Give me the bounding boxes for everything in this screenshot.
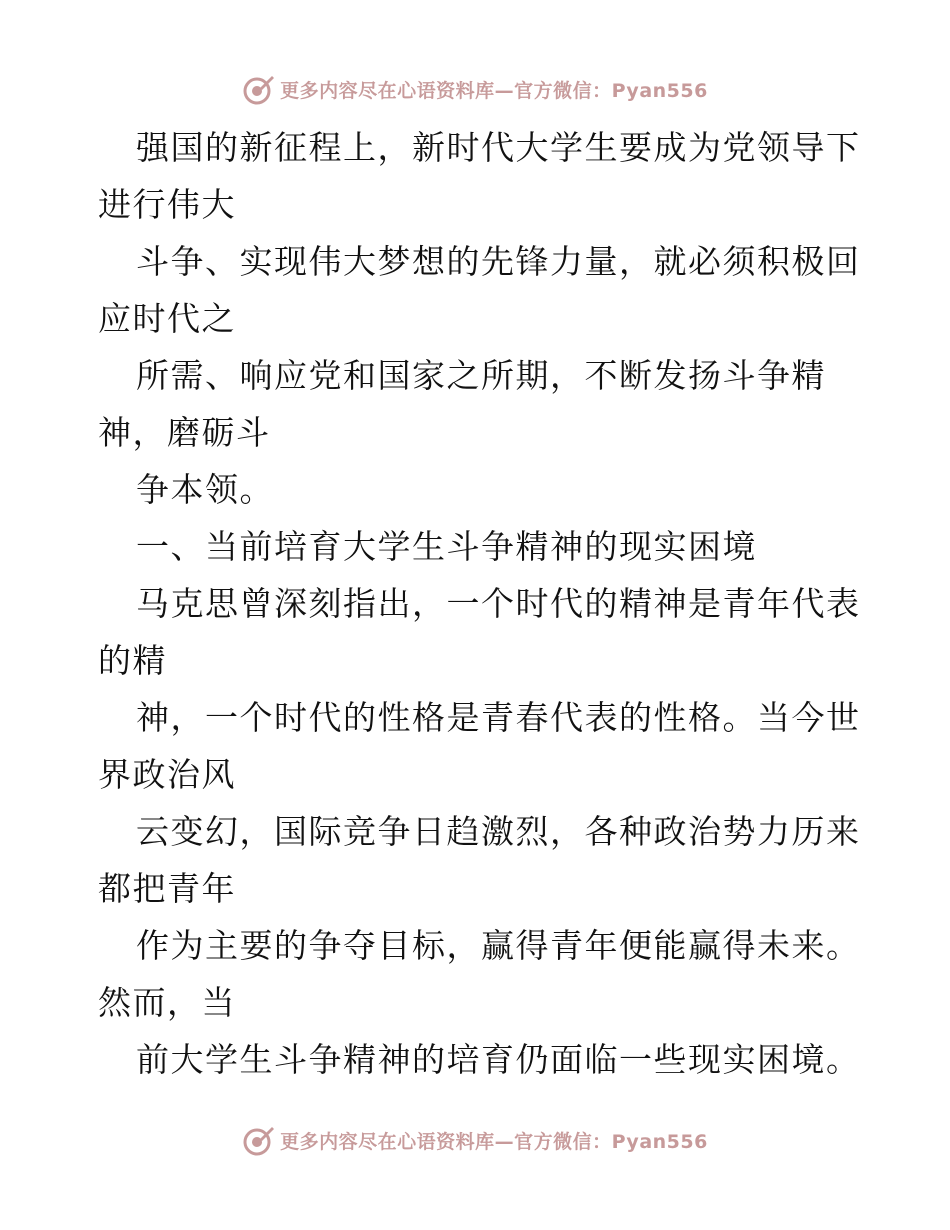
text-line: 强国的新征程上，新时代大学生要成为党领导下 bbox=[136, 128, 861, 167]
pen-seal-icon bbox=[242, 72, 276, 106]
text-line: 马克思曾深刻指出，一个时代的精神是青年代表 bbox=[136, 584, 861, 623]
footer-watermark-text: 更多内容尽在心语资料库—官方微信：Pyan556 bbox=[280, 1130, 708, 1153]
text-line: 神，磨砺斗 bbox=[98, 413, 271, 452]
pen-seal-icon bbox=[242, 1123, 276, 1157]
text-line: 作为主要的争夺目标，赢得青年便能赢得未来。 bbox=[136, 926, 861, 965]
text-line: 斗争、实现伟大梦想的先锋力量，就必须积极回 bbox=[136, 242, 861, 281]
text-line: 都把青年 bbox=[98, 869, 236, 908]
text-line: 争本领。 bbox=[136, 470, 274, 509]
text-line: 所需、响应党和国家之所期，不断发扬斗争精 bbox=[136, 356, 826, 395]
section-heading: 一、当前培育大学生斗争精神的现实困境 bbox=[136, 527, 757, 566]
text-line: 神，一个时代的性格是青春代表的性格。当今世 bbox=[136, 698, 861, 737]
text-line: 然而，当 bbox=[98, 983, 236, 1022]
text-line: 应时代之 bbox=[98, 299, 236, 338]
header-watermark-text: 更多内容尽在心语资料库—官方微信：Pyan556 bbox=[280, 79, 708, 102]
text-line: 的精 bbox=[98, 641, 167, 680]
footer-watermark bbox=[0, 1123, 950, 1157]
text-line: 前大学生斗争精神的培育仍面临一些现实困境。 bbox=[136, 1040, 861, 1079]
text-line: 进行伟大 bbox=[98, 185, 236, 224]
header-watermark bbox=[0, 72, 950, 106]
document-body bbox=[98, 119, 861, 1088]
text-line: 云变幻，国际竞争日趋激烈，各种政治势力历来 bbox=[136, 812, 861, 851]
text-line: 界政治风 bbox=[98, 755, 236, 794]
